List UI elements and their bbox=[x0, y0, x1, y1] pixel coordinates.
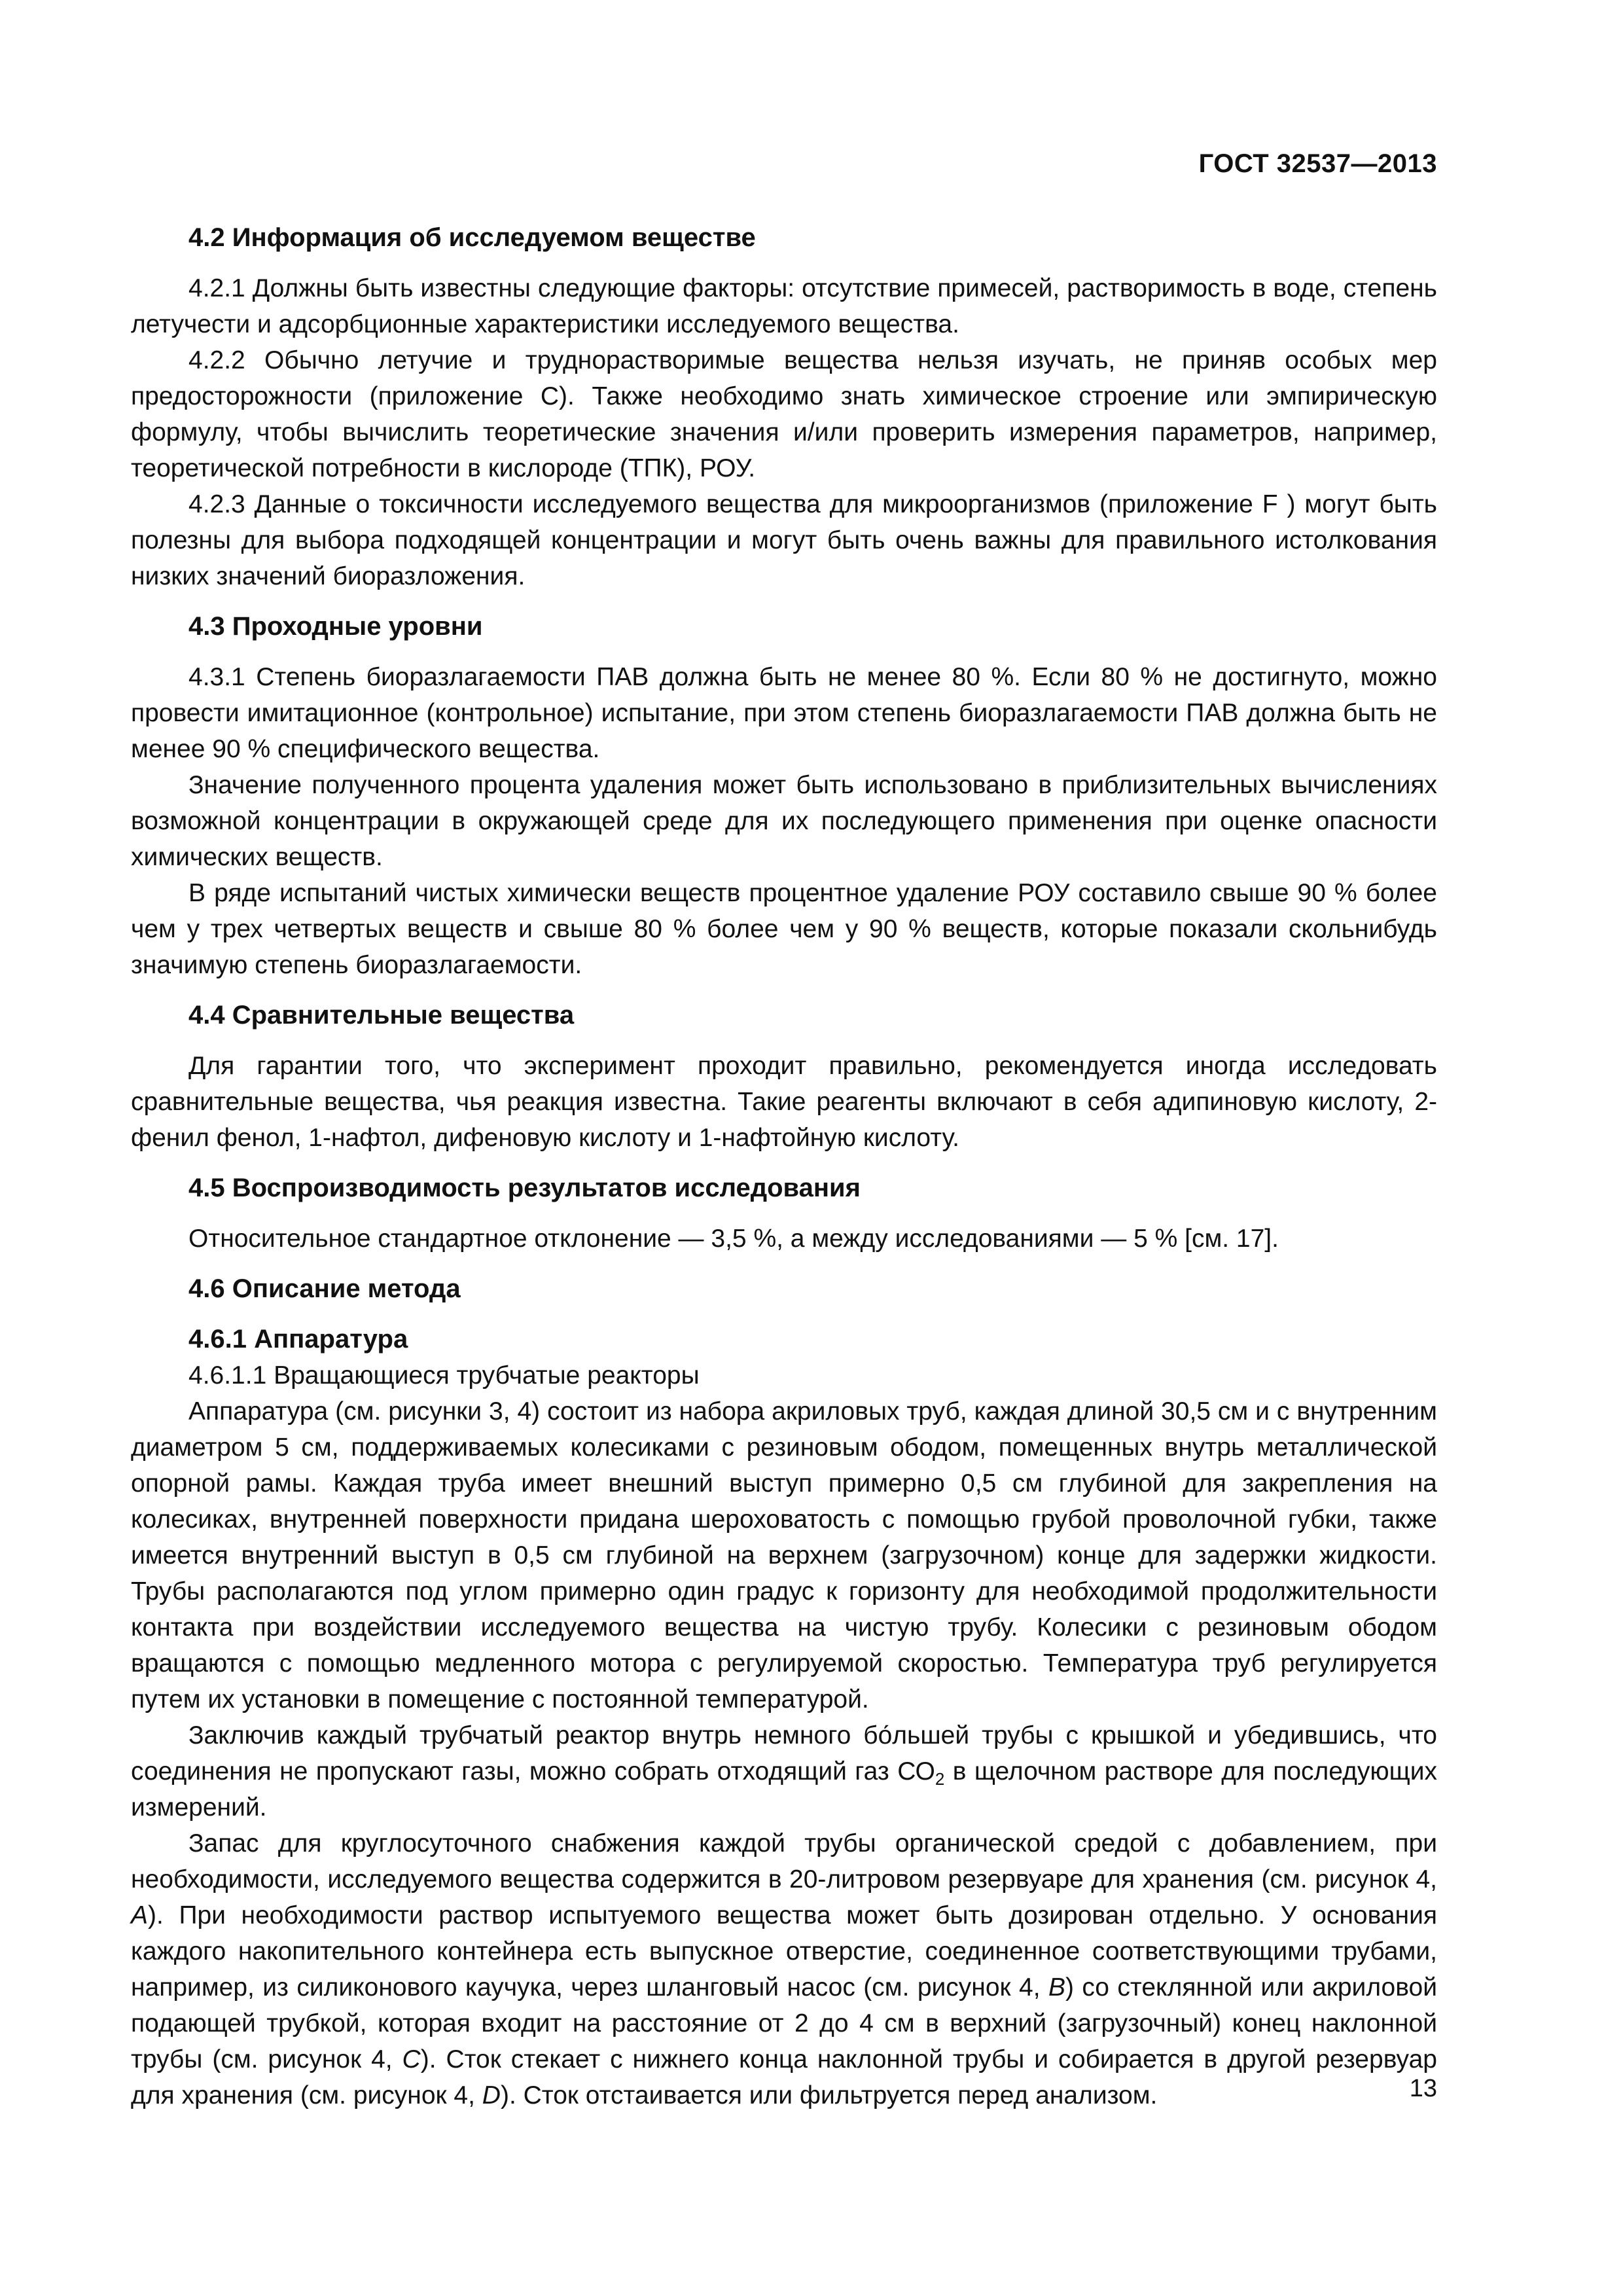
page-number: 13 bbox=[1409, 2075, 1437, 2102]
paragraph-4-3-3: В ряде испытаний чистых химически веществ процентное удаление РОУ составило свыше 90 % более чем у трех четвертых веществ и свыше 80 % более чем у 90 % веществ, которые показали скольнибудь значимую степень биоразлагаемости. bbox=[131, 879, 1437, 979]
figure-ref-b: В bbox=[1048, 1973, 1065, 2001]
text-run: ). При необходимости раствор испытуемого вещества может быть дозирован отдельно. У основания каждого накопительного контейнера есть выпускное отверстие, соединенное соответствующими трубами, например, из силиконового каучука, через шланговый насос (см. рисунок 4, bbox=[131, 1901, 1437, 2001]
paragraph-4-2-3: 4.2.3 Данные о токсичности исследуемого вещества для микроорганизмов (приложение F ) могут быть полезны для выбора подходящей концентрации и могут быть очень важны для правильного истолкования низких значений биоразложения. bbox=[131, 490, 1437, 590]
section-4-6-heading: 4.6 Описание метода bbox=[188, 1274, 461, 1303]
paragraph-apparatus: Аппаратура (см. рисунки 3, 4) состоит из набора акриловых труб, каждая длиной 30,5 см и с внутренним диаметром 5 см, поддерживаемых колесиками с резиновым ободом, помещенных внутрь металлической опорной рамы. Каждая труба имеет внешний выступ примерно 0,5 см глубиной для закрепления на колесиках, внутренней поверхности придана шероховатость с помощью грубой проволочной губки, также имеется внутренний выступ в 0,5 см глубиной на верхнем (загрузочном) конце для задержки жидкости. Трубы располагаются под углом примерно один градус к горизонту для необходимой продолжительности контакта при воздействии исследуемого вещества на чистую трубу. Колесики с резиновым ободом вращаются с помощью медленного мотора с регулируемой скоростью. Температура труб регулируется путем их установки в помещение с постоянной температурой. bbox=[131, 1397, 1437, 1713]
document-body bbox=[131, 220, 1437, 2113]
section-4-4-heading: 4.4 Сравнительные вещества bbox=[188, 1001, 575, 1030]
text-run: Заключив каждый трубчатый реактор внутрь немного бо́льшей трубы с крышкой и убедившись, что соединения не пропускают газы, можно собрать отходящий газ СО bbox=[131, 1721, 1437, 1785]
paragraph-4-4: Для гарантии того, что эксперимент проходит правильно, рекомендуется иногда исследовать сравнительные вещества, чья реакция известна. Такие реагенты включают в себя адипиновую кислоту, 2-фенил фенол, 1-нафтол, дифеновую кислоту и 1-нафтойную кислоту. bbox=[131, 1052, 1437, 1152]
figure-ref-a: А bbox=[131, 1901, 149, 1929]
section-4-3-heading: 4.3 Проходные уровни bbox=[188, 612, 483, 641]
paragraph-4-2-2: 4.2.2 Обычно летучие и труднорастворимые вещества нельзя изучать, не приняв особых мер предосторожности (приложение С). Также необходимо знать химическое строение или эмпирическую формулу, чтобы вычислить теоретические значения и/или проверить измерения параметров, например, теоретической потребности в кислороде (ТПК), РОУ. bbox=[131, 346, 1437, 482]
text-run: Запас для круглосуточного снабжения каждой трубы органической средой с добавлением, при необходимости, исследуемого вещества содержится в 20-литровом резервуаре для хранения (см. рисунок 4, bbox=[131, 1829, 1437, 1893]
text-run: ). Сток стекает с нижнего конца наклонной трубы и собирается в другой резервуар для хранения (см. рисунок 4, bbox=[131, 2045, 1437, 2109]
text-run: ). Сток отстаивается или фильтруется перед анализом. bbox=[500, 2081, 1158, 2109]
paragraph-feed-supply bbox=[131, 1825, 1437, 2113]
paragraph-4-2-1: 4.2.1 Должны быть известны следующие факторы: отсутствие примесей, растворимость в воде, степень летучести и адсорбционные характеристики исследуемого вещества. bbox=[131, 274, 1437, 338]
section-4-6-1-heading: 4.6.1 Аппаратура bbox=[188, 1325, 408, 1354]
paragraph-4-5: Относительное стандартное отклонение — 3,5 %, а между исследованиями — 5 % [см. 17]. bbox=[188, 1225, 1279, 1253]
subscript: 2 bbox=[935, 1769, 945, 1789]
paragraph-4-3-1: 4.3.1 Степень биоразлагаемости ПАВ должна быть не менее 80 %. Если 80 % не достигнуто, можно провести имитационное (контрольное) испытание, при этом степень биоразлагаемости ПАВ должна быть не менее 90 % специфического вещества. bbox=[131, 663, 1437, 763]
text-run: в щелочном растворе для последующих измерений. bbox=[131, 1757, 1438, 1821]
figure-ref-c: С bbox=[402, 2045, 421, 2073]
document-header: ГОСТ 32537—2013 bbox=[1198, 149, 1437, 178]
item-4-6-1-1-title: 4.6.1.1 Вращающиеся трубчатые реакторы bbox=[188, 1361, 700, 1390]
section-4-5-heading: 4.5 Воспроизводимость результатов исследования bbox=[188, 1174, 861, 1202]
section-4-2-heading: 4.2 Информация об исследуемом веществе bbox=[188, 223, 756, 252]
paragraph-4-3-2: Значение полученного процента удаления может быть использовано в приблизительных вычислениях возможной концентрации в окружающей среде для их последующего применения при оценке опасности химических веществ. bbox=[131, 771, 1437, 871]
paragraph-co2-collection bbox=[131, 1717, 1437, 1825]
figure-ref-d: D bbox=[482, 2081, 501, 2109]
text-run: ) со стеклянной или акриловой подающей трубкой, которая входит на расстояние от 2 до 4 см в верхний (загрузочный) конец наклонной трубы (см. рисунок 4, bbox=[131, 1973, 1437, 2073]
